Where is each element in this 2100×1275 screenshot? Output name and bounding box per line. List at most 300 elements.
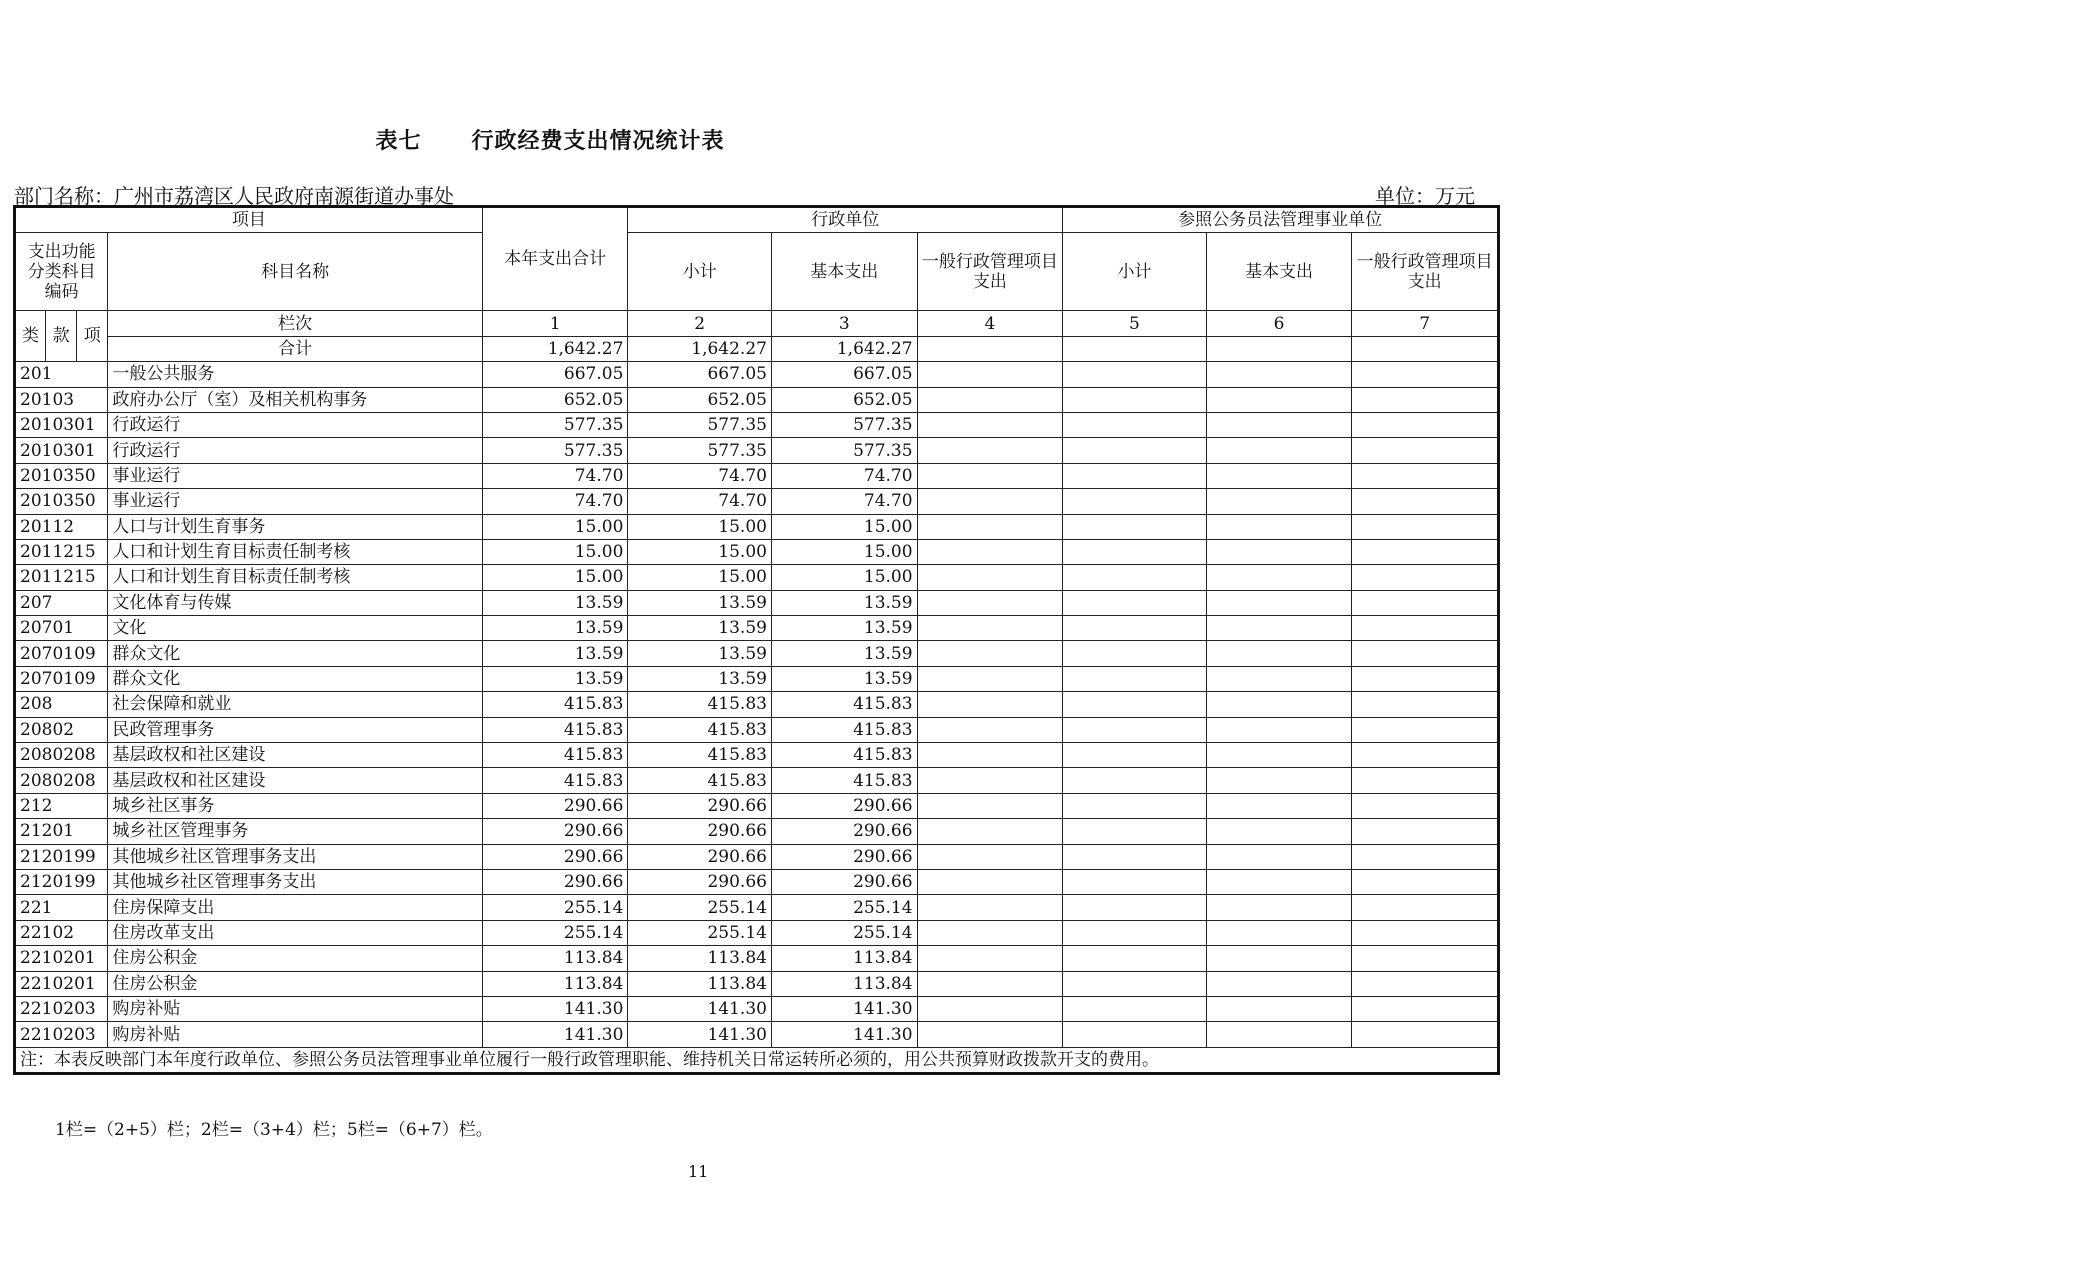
table-row — [15, 590, 1499, 615]
row-admin-subtotal: 290.66 — [628, 819, 772, 844]
row-admin-subtotal: 577.35 — [628, 438, 772, 463]
empty-cell — [917, 844, 1063, 869]
row-admin-subtotal: 74.70 — [628, 463, 772, 488]
row-admin-basic: 290.66 — [771, 819, 917, 844]
empty-cell — [917, 869, 1063, 894]
empty-cell — [917, 793, 1063, 818]
empty-cell — [1063, 387, 1207, 412]
row-admin-basic: 577.35 — [771, 412, 917, 437]
table-note: 注：本表反映部门本年度行政单位、参照公务员法管理事业单位履行一般行政管理职能、维持机关日常运转所必须的，用公共预算财政拨款开支的费用。 — [15, 1047, 1499, 1073]
empty-cell — [1206, 539, 1352, 564]
row-admin-basic: 15.00 — [771, 565, 917, 590]
table-row — [15, 641, 1499, 666]
header-col-index: 栏次 — [108, 311, 483, 336]
table-row — [15, 463, 1499, 488]
empty-cell — [1352, 362, 1499, 387]
header-project: 项目 — [15, 207, 483, 233]
empty-cell — [917, 463, 1063, 488]
row-total: 15.00 — [482, 539, 628, 564]
empty-cell — [1206, 489, 1352, 514]
table-row — [15, 768, 1499, 793]
row-admin-basic: 415.83 — [771, 743, 917, 768]
row-admin-subtotal: 415.83 — [628, 743, 772, 768]
empty-cell — [1063, 869, 1207, 894]
row-admin-basic: 74.70 — [771, 463, 917, 488]
empty-cell — [917, 489, 1063, 514]
row-total: 290.66 — [482, 844, 628, 869]
row-admin-basic: 652.05 — [771, 387, 917, 412]
expense-table — [13, 205, 1500, 1075]
row-subject-name: 其他城乡社区管理事务支出 — [108, 844, 483, 869]
row-total: 577.35 — [482, 412, 628, 437]
empty-cell — [1206, 920, 1352, 945]
empty-cell — [1352, 387, 1499, 412]
header-lei: 类 — [15, 311, 46, 362]
row-admin-subtotal: 13.59 — [628, 666, 772, 691]
table-row — [15, 489, 1499, 514]
table-row — [15, 539, 1499, 564]
empty-cell — [1063, 768, 1207, 793]
table-number: 表七 — [375, 129, 422, 154]
row-admin-subtotal: 13.59 — [628, 590, 772, 615]
table-row — [15, 717, 1499, 742]
row-admin-subtotal: 13.59 — [628, 616, 772, 641]
empty-cell — [917, 895, 1063, 920]
row-code: 2210203 — [15, 1022, 108, 1047]
row-code: 21201 — [15, 819, 108, 844]
row-total: 15.00 — [482, 514, 628, 539]
empty-cell — [917, 616, 1063, 641]
row-code: 20802 — [15, 717, 108, 742]
empty-cell — [1352, 895, 1499, 920]
header-admin-basic: 基本支出 — [771, 233, 917, 311]
row-total: 652.05 — [482, 387, 628, 412]
row-subject-name: 行政运行 — [108, 412, 483, 437]
row-admin-subtotal: 141.30 — [628, 996, 772, 1021]
empty-cell — [917, 336, 1063, 361]
row-subject-name: 城乡社区管理事务 — [108, 819, 483, 844]
row-subject-name: 事业运行 — [108, 489, 483, 514]
row-total: 667.05 — [482, 362, 628, 387]
empty-cell — [917, 819, 1063, 844]
row-admin-basic: 290.66 — [771, 793, 917, 818]
header-code: 支出功能分类科目编码 — [15, 233, 108, 311]
empty-cell — [1063, 438, 1207, 463]
empty-cell — [1206, 616, 1352, 641]
row-code: 2010350 — [15, 489, 108, 514]
table-row — [15, 844, 1499, 869]
empty-cell — [917, 1022, 1063, 1047]
empty-cell — [1206, 743, 1352, 768]
empty-cell — [1352, 616, 1499, 641]
empty-cell — [1352, 336, 1499, 361]
empty-cell — [1063, 336, 1207, 361]
row-admin-subtotal: 255.14 — [628, 920, 772, 945]
row-total: 15.00 — [482, 565, 628, 590]
empty-cell — [1352, 692, 1499, 717]
table-row — [15, 565, 1499, 590]
row-code: 2120199 — [15, 869, 108, 894]
empty-cell — [917, 641, 1063, 666]
empty-cell — [917, 514, 1063, 539]
empty-cell — [1206, 514, 1352, 539]
row-subject-name: 社会保障和就业 — [108, 692, 483, 717]
table-row — [15, 920, 1499, 945]
row-subject-name: 行政运行 — [108, 438, 483, 463]
sum-admin-subtotal: 1,642.27 — [628, 336, 772, 361]
row-total: 415.83 — [482, 692, 628, 717]
row-admin-subtotal: 15.00 — [628, 565, 772, 590]
empty-cell — [917, 539, 1063, 564]
empty-cell — [1063, 920, 1207, 945]
header-admin-group: 行政单位 — [628, 207, 1063, 233]
empty-cell — [1206, 768, 1352, 793]
row-admin-basic: 13.59 — [771, 666, 917, 691]
header-kuan: 款 — [46, 311, 77, 362]
row-subject-name: 住房改革支出 — [108, 920, 483, 945]
row-code: 20112 — [15, 514, 108, 539]
row-admin-basic: 415.83 — [771, 692, 917, 717]
empty-cell — [917, 768, 1063, 793]
empty-cell — [917, 362, 1063, 387]
empty-cell — [1206, 565, 1352, 590]
table-row — [15, 438, 1499, 463]
row-admin-basic: 255.14 — [771, 920, 917, 945]
empty-cell — [917, 438, 1063, 463]
row-code: 2080208 — [15, 768, 108, 793]
header-xiang: 项 — [77, 311, 108, 362]
table-row — [15, 1022, 1499, 1047]
row-admin-subtotal: 113.84 — [628, 946, 772, 971]
row-code: 2010350 — [15, 463, 108, 488]
table-row — [15, 692, 1499, 717]
empty-cell — [1352, 463, 1499, 488]
header-civil-group: 参照公务员法管理事业单位 — [1063, 207, 1499, 233]
empty-cell — [917, 565, 1063, 590]
department-name: 部门名称：广州市荔湾区人民政府南源街道办事处 — [14, 184, 454, 208]
empty-cell — [1063, 565, 1207, 590]
footnote: 1栏=（2+5）栏；2栏=（3+4）栏；5栏=（6+7）栏。 — [55, 1120, 493, 1140]
empty-cell — [1206, 641, 1352, 666]
table-row — [15, 743, 1499, 768]
table-row — [15, 514, 1499, 539]
header-civil-subtotal: 小计 — [1063, 233, 1207, 311]
row-code: 207 — [15, 590, 108, 615]
table-row — [15, 793, 1499, 818]
empty-cell — [917, 946, 1063, 971]
col-index: 2 — [628, 311, 772, 336]
row-admin-subtotal: 13.59 — [628, 641, 772, 666]
row-subject-name: 购房补贴 — [108, 996, 483, 1021]
empty-cell — [1352, 590, 1499, 615]
empty-cell — [1206, 946, 1352, 971]
table-row — [15, 362, 1499, 387]
sum-label: 合计 — [108, 336, 483, 361]
empty-cell — [1206, 666, 1352, 691]
empty-cell — [917, 717, 1063, 742]
row-admin-basic: 255.14 — [771, 895, 917, 920]
col-index: 3 — [771, 311, 917, 336]
row-total: 415.83 — [482, 768, 628, 793]
row-subject-name: 基层政权和社区建设 — [108, 768, 483, 793]
empty-cell — [1063, 971, 1207, 996]
row-total: 141.30 — [482, 1022, 628, 1047]
empty-cell — [1352, 514, 1499, 539]
row-admin-subtotal: 577.35 — [628, 412, 772, 437]
empty-cell — [1063, 819, 1207, 844]
row-admin-basic: 415.83 — [771, 717, 917, 742]
row-admin-subtotal: 415.83 — [628, 768, 772, 793]
col-index: 4 — [917, 311, 1063, 336]
empty-cell — [1063, 616, 1207, 641]
row-code: 212 — [15, 793, 108, 818]
empty-cell — [917, 412, 1063, 437]
empty-cell — [1352, 641, 1499, 666]
row-admin-subtotal: 290.66 — [628, 869, 772, 894]
empty-cell — [1352, 1022, 1499, 1047]
row-total: 74.70 — [482, 489, 628, 514]
empty-cell — [917, 743, 1063, 768]
row-subject-name: 文化 — [108, 616, 483, 641]
empty-cell — [1206, 336, 1352, 361]
header-subject: 科目名称 — [108, 233, 483, 311]
row-code: 20701 — [15, 616, 108, 641]
table-title: 行政经费支出情况统计表 — [471, 129, 725, 154]
row-admin-subtotal: 290.66 — [628, 844, 772, 869]
row-subject-name: 人口和计划生育目标责任制考核 — [108, 565, 483, 590]
row-total: 13.59 — [482, 641, 628, 666]
row-admin-subtotal: 15.00 — [628, 514, 772, 539]
row-code: 2070109 — [15, 666, 108, 691]
row-code: 2011215 — [15, 539, 108, 564]
empty-cell — [1206, 895, 1352, 920]
empty-cell — [1352, 743, 1499, 768]
empty-cell — [1063, 946, 1207, 971]
empty-cell — [1352, 869, 1499, 894]
row-total: 290.66 — [482, 819, 628, 844]
row-admin-basic: 667.05 — [771, 362, 917, 387]
row-subject-name: 城乡社区事务 — [108, 793, 483, 818]
sum-admin-basic: 1,642.27 — [771, 336, 917, 361]
row-total: 74.70 — [482, 463, 628, 488]
row-admin-basic: 113.84 — [771, 946, 917, 971]
empty-cell — [1063, 412, 1207, 437]
empty-cell — [1206, 819, 1352, 844]
row-admin-basic: 74.70 — [771, 489, 917, 514]
empty-cell — [917, 692, 1063, 717]
empty-cell — [1352, 768, 1499, 793]
empty-cell — [1352, 971, 1499, 996]
row-total: 577.35 — [482, 438, 628, 463]
empty-cell — [1352, 666, 1499, 691]
empty-cell — [1206, 793, 1352, 818]
row-admin-subtotal: 15.00 — [628, 539, 772, 564]
row-code: 2011215 — [15, 565, 108, 590]
row-code: 2120199 — [15, 844, 108, 869]
empty-cell — [1206, 387, 1352, 412]
empty-cell — [1063, 692, 1207, 717]
table-row — [15, 996, 1499, 1021]
row-total: 415.83 — [482, 717, 628, 742]
row-total: 290.66 — [482, 793, 628, 818]
empty-cell — [1206, 1022, 1352, 1047]
empty-cell — [1063, 362, 1207, 387]
row-code: 2080208 — [15, 743, 108, 768]
empty-cell — [1063, 666, 1207, 691]
row-admin-subtotal: 255.14 — [628, 895, 772, 920]
row-subject-name: 人口和计划生育目标责任制考核 — [108, 539, 483, 564]
row-admin-basic: 15.00 — [771, 514, 917, 539]
row-code: 2010301 — [15, 438, 108, 463]
row-subject-name: 一般公共服务 — [108, 362, 483, 387]
row-code: 20103 — [15, 387, 108, 412]
empty-cell — [917, 387, 1063, 412]
empty-cell — [1206, 869, 1352, 894]
row-code: 208 — [15, 692, 108, 717]
empty-cell — [1063, 743, 1207, 768]
empty-cell — [917, 996, 1063, 1021]
empty-cell — [1352, 565, 1499, 590]
empty-cell — [1063, 641, 1207, 666]
row-subject-name: 群众文化 — [108, 641, 483, 666]
empty-cell — [1063, 590, 1207, 615]
row-subject-name: 民政管理事务 — [108, 717, 483, 742]
empty-cell — [1206, 844, 1352, 869]
empty-cell — [1063, 539, 1207, 564]
empty-cell — [1352, 412, 1499, 437]
page-title — [0, 124, 1100, 155]
empty-cell — [1352, 793, 1499, 818]
row-subject-name: 群众文化 — [108, 666, 483, 691]
table-row — [15, 412, 1499, 437]
page-number: 11 — [688, 1162, 709, 1181]
row-total: 415.83 — [482, 743, 628, 768]
row-total: 113.84 — [482, 971, 628, 996]
table-row — [15, 666, 1499, 691]
header-civil-basic: 基本支出 — [1206, 233, 1352, 311]
row-admin-basic: 290.66 — [771, 869, 917, 894]
empty-cell — [1063, 1022, 1207, 1047]
row-admin-subtotal: 415.83 — [628, 692, 772, 717]
row-total: 255.14 — [482, 920, 628, 945]
row-subject-name: 文化体育与传媒 — [108, 590, 483, 615]
row-subject-name: 住房公积金 — [108, 971, 483, 996]
row-total: 255.14 — [482, 895, 628, 920]
empty-cell — [1206, 971, 1352, 996]
row-code: 2210203 — [15, 996, 108, 1021]
empty-cell — [1063, 489, 1207, 514]
empty-cell — [1206, 412, 1352, 437]
col-index: 6 — [1206, 311, 1352, 336]
row-subject-name: 基层政权和社区建设 — [108, 743, 483, 768]
row-subject-name: 住房公积金 — [108, 946, 483, 971]
row-code: 221 — [15, 895, 108, 920]
table-row — [15, 387, 1499, 412]
row-total: 290.66 — [482, 869, 628, 894]
row-admin-basic: 113.84 — [771, 971, 917, 996]
row-code: 2070109 — [15, 641, 108, 666]
col-index: 1 — [482, 311, 628, 336]
row-admin-subtotal: 74.70 — [628, 489, 772, 514]
table-row — [15, 869, 1499, 894]
empty-cell — [1206, 463, 1352, 488]
empty-cell — [1352, 920, 1499, 945]
header-admin-subtotal: 小计 — [628, 233, 772, 311]
unit-label: 单位：万元 — [1375, 184, 1475, 208]
empty-cell — [917, 971, 1063, 996]
empty-cell — [1063, 793, 1207, 818]
empty-cell — [1206, 362, 1352, 387]
empty-cell — [1352, 717, 1499, 742]
empty-cell — [1063, 514, 1207, 539]
row-admin-basic: 141.30 — [771, 1022, 917, 1047]
empty-cell — [1206, 590, 1352, 615]
table-row — [15, 895, 1499, 920]
empty-cell — [1352, 996, 1499, 1021]
row-admin-subtotal: 141.30 — [628, 1022, 772, 1047]
row-code: 2210201 — [15, 971, 108, 996]
empty-cell — [1206, 996, 1352, 1021]
row-code: 22102 — [15, 920, 108, 945]
header-total: 本年支出合计 — [482, 207, 628, 311]
row-code: 2210201 — [15, 946, 108, 971]
empty-cell — [1352, 844, 1499, 869]
header-civil-general: 一般行政管理项目支出 — [1352, 233, 1499, 311]
header-admin-general: 一般行政管理项目支出 — [917, 233, 1063, 311]
row-admin-subtotal: 113.84 — [628, 971, 772, 996]
row-subject-name: 其他城乡社区管理事务支出 — [108, 869, 483, 894]
row-code: 201 — [15, 362, 108, 387]
empty-cell — [1352, 438, 1499, 463]
row-total: 13.59 — [482, 590, 628, 615]
empty-cell — [1063, 844, 1207, 869]
empty-cell — [917, 590, 1063, 615]
row-total: 13.59 — [482, 616, 628, 641]
empty-cell — [1352, 819, 1499, 844]
empty-cell — [1063, 463, 1207, 488]
empty-cell — [1352, 946, 1499, 971]
table-row — [15, 946, 1499, 971]
table-row — [15, 971, 1499, 996]
row-subject-name: 住房保障支出 — [108, 895, 483, 920]
row-subject-name: 购房补贴 — [108, 1022, 483, 1047]
row-total: 13.59 — [482, 666, 628, 691]
row-admin-subtotal: 652.05 — [628, 387, 772, 412]
empty-cell — [1063, 895, 1207, 920]
row-total: 113.84 — [482, 946, 628, 971]
sum-total: 1,642.27 — [482, 336, 628, 361]
empty-cell — [1063, 717, 1207, 742]
row-subject-name: 政府办公厅（室）及相关机构事务 — [108, 387, 483, 412]
row-admin-basic: 13.59 — [771, 590, 917, 615]
row-admin-subtotal: 415.83 — [628, 717, 772, 742]
row-admin-subtotal: 667.05 — [628, 362, 772, 387]
empty-cell — [1206, 692, 1352, 717]
row-admin-basic: 577.35 — [771, 438, 917, 463]
col-index: 7 — [1352, 311, 1499, 336]
empty-cell — [917, 666, 1063, 691]
empty-cell — [1352, 539, 1499, 564]
row-admin-basic: 13.59 — [771, 641, 917, 666]
row-admin-subtotal: 290.66 — [628, 793, 772, 818]
row-admin-basic: 141.30 — [771, 996, 917, 1021]
empty-cell — [1206, 717, 1352, 742]
empty-cell — [1206, 438, 1352, 463]
row-admin-basic: 415.83 — [771, 768, 917, 793]
empty-cell — [917, 920, 1063, 945]
table-row — [15, 819, 1499, 844]
row-total: 141.30 — [482, 996, 628, 1021]
